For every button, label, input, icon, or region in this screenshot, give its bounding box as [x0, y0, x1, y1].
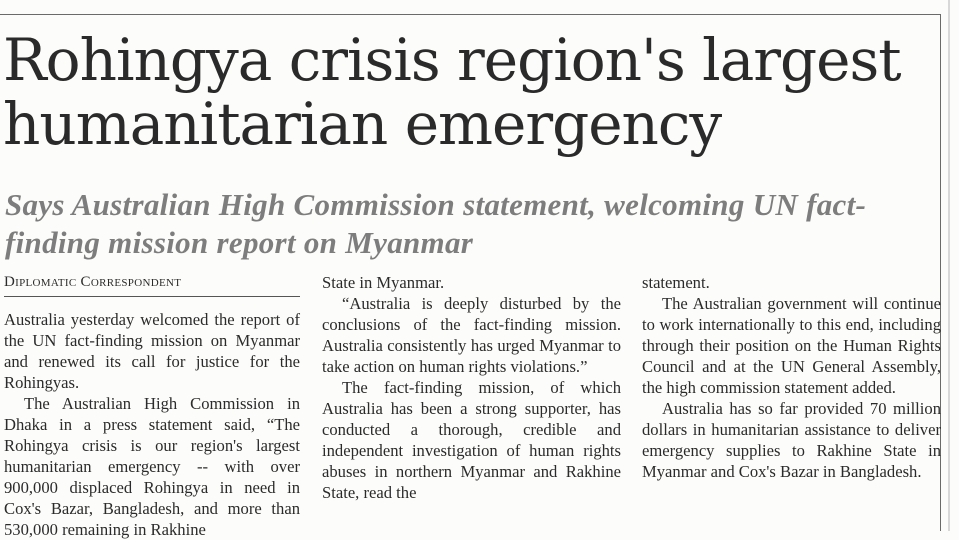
byline-divider [4, 296, 300, 297]
article-subheadline: Says Australian High Commission statement, welcoming UN fact-finding mission report on Myanmar [5, 187, 867, 260]
page-edge [948, 0, 950, 531]
paragraph: The Australian government will continue to work internationally to this end, including through their position on the Human Rights Council and at the UN General Assembly, the high commission statement added. [642, 294, 941, 397]
byline: Diplomatic Correspondent [4, 274, 182, 290]
paragraph: The fact-finding mission, of which Australia has been a strong supporter, has conducted a thorough, credible and independent investigation of human rights abuses in northern Myanmar and Rakhine State, read the [322, 378, 621, 502]
paragraph: The Australian High Commission in Dhaka in a press statement said, “The Rohingya crisis is our region's largest humanitarian emergency -- with over 900,000 displaced Rohingya in need in Cox's Bazar, Bangladesh, and more than 530,000 remaining in Rakhine [4, 394, 300, 539]
article-column-2 [322, 272, 621, 503]
article-column-3 [642, 272, 941, 482]
paragraph: State in Myanmar. [322, 273, 445, 292]
paragraph: “Australia is deeply disturbed by the conclusions of the fact-finding mission. Australia consistently has urged Myanmar to take action on human rights violations.” [322, 294, 621, 376]
top-border-rule [0, 14, 941, 15]
article-column-1 [4, 309, 300, 540]
paragraph: Australia yesterday welcomed the report of the UN fact-finding mission on Myanmar and renewed its call for justice for the Rohingyas. [4, 310, 300, 392]
article-headline: Rohingya crisis region's largest humanitarian emergency [3, 26, 901, 158]
paragraph: statement. [642, 273, 710, 292]
paragraph: Australia has so far provided 70 million dollars in humanitarian assistance to deliver emergency supplies to Rakhine State in Myanmar and Cox's Bazar in Bangladesh. [642, 399, 941, 481]
